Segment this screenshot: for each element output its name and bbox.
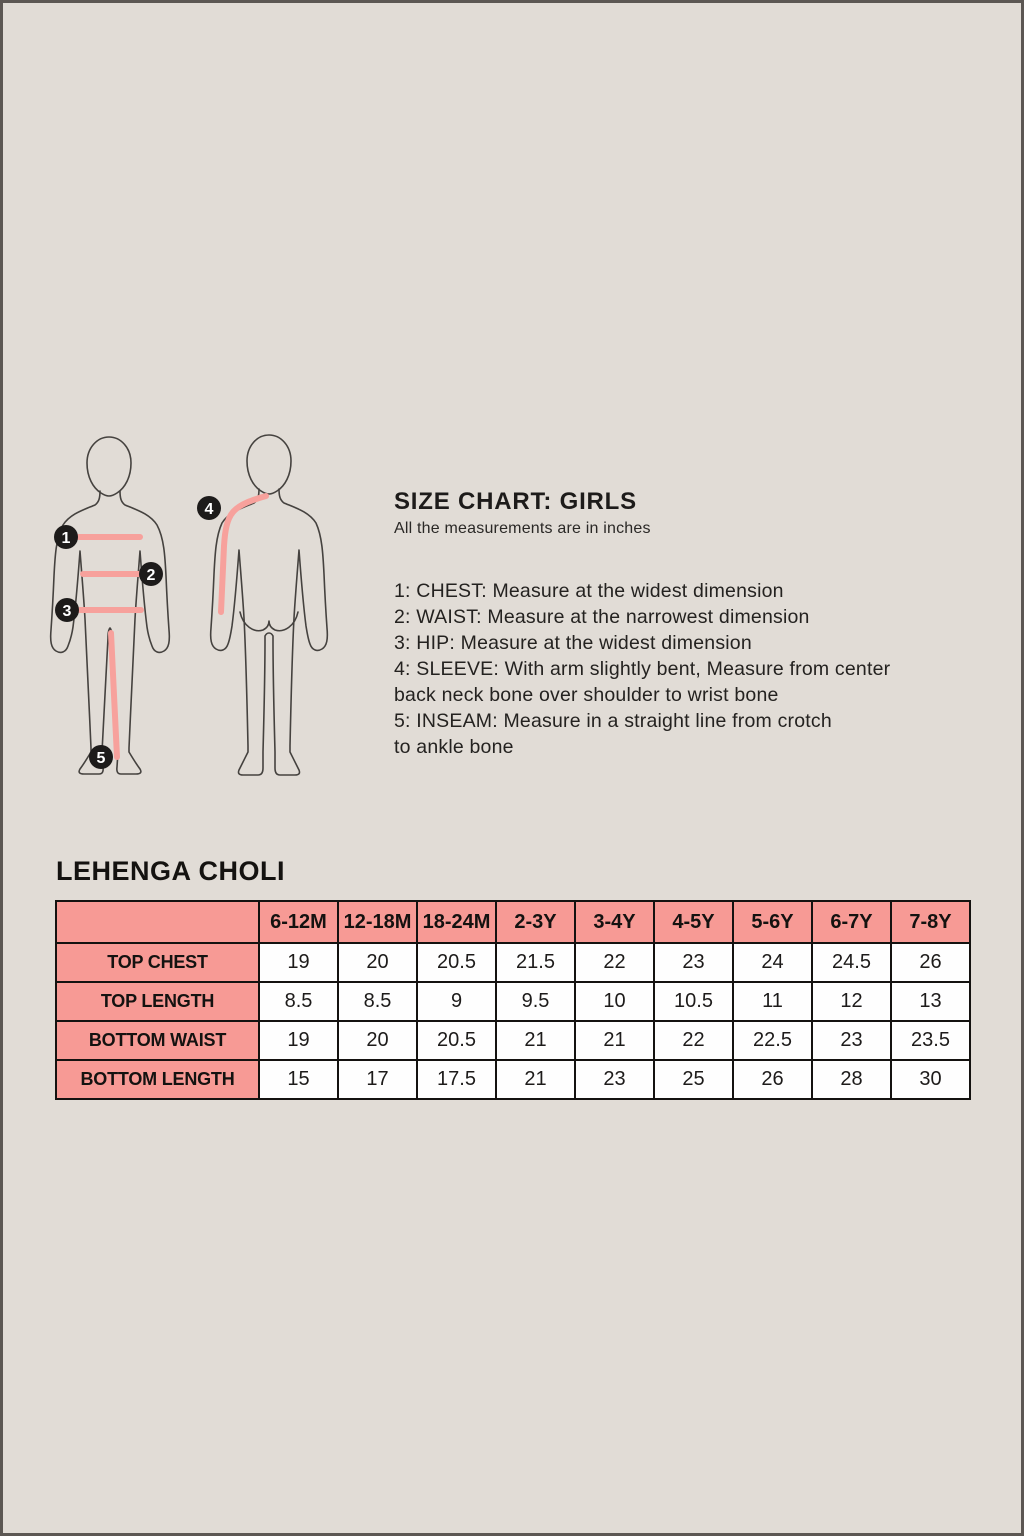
table-cell: 19 <box>259 943 338 982</box>
row-label: BOTTOM WAIST <box>56 1021 259 1060</box>
table-cell: 28 <box>812 1060 891 1099</box>
back-figure-outline <box>211 435 328 775</box>
page-subtitle: All the measurements are in inches <box>394 520 651 538</box>
table-cell: 9.5 <box>496 982 575 1021</box>
table-cell: 13 <box>891 982 970 1021</box>
table-row-top-length <box>56 982 970 1021</box>
back-figure-head <box>247 435 291 494</box>
instruction-line: back neck bone over shoulder to wrist bone <box>394 684 779 707</box>
table-cell: 25 <box>654 1060 733 1099</box>
table-cell: 11 <box>733 982 812 1021</box>
table-cell: 21.5 <box>496 943 575 982</box>
row-label: TOP CHEST <box>56 943 259 982</box>
table-cell: 17.5 <box>417 1060 496 1099</box>
marker-number: 2 <box>146 567 156 584</box>
page-title: SIZE CHART: GIRLS <box>394 488 637 515</box>
size-table <box>55 900 971 1100</box>
marker-number: 5 <box>96 750 106 767</box>
table-cell: 24.5 <box>812 943 891 982</box>
table-cell: 20.5 <box>417 943 496 982</box>
table-cell: 12 <box>812 982 891 1021</box>
measurement-figures-illustration <box>40 415 340 790</box>
instruction-line: 2: WAIST: Measure at the narrowest dimension <box>394 606 810 629</box>
marker-hip <box>55 598 79 622</box>
marker-sleeve <box>197 496 221 520</box>
table-cell: 19 <box>259 1021 338 1060</box>
table-title: LEHENGA CHOLI <box>56 856 285 886</box>
instruction-line: 4: SLEEVE: With arm slightly bent, Measure from center <box>394 658 891 681</box>
measurement-lines <box>79 496 266 757</box>
marker-number: 1 <box>61 530 71 547</box>
table-cell: 21 <box>496 1060 575 1099</box>
table-cell: 22.5 <box>733 1021 812 1060</box>
measurement-instructions <box>394 578 1009 760</box>
instruction-line: to ankle bone <box>394 736 514 759</box>
size-guide-info <box>394 489 1009 760</box>
back-figure-buttocks-line <box>240 612 298 631</box>
table-cell: 24 <box>733 943 812 982</box>
table-row-bottom-waist <box>56 1021 970 1060</box>
marker-chest <box>54 525 78 549</box>
table-cell: 23.5 <box>891 1021 970 1060</box>
front-figure-head <box>87 437 131 496</box>
col-header: 18-24M <box>417 901 496 943</box>
table-cell: 30 <box>891 1060 970 1099</box>
col-header: 5-6Y <box>733 901 812 943</box>
marker-waist <box>139 562 163 586</box>
table-cell: 22 <box>654 1021 733 1060</box>
col-header: 2-3Y <box>496 901 575 943</box>
marker-number: 4 <box>204 501 214 518</box>
instruction-line: 3: HIP: Measure at the widest dimension <box>394 632 752 655</box>
marker-number: 3 <box>62 603 72 620</box>
col-header: 12-18M <box>338 901 417 943</box>
col-header: 6-12M <box>259 901 338 943</box>
row-label: TOP LENGTH <box>56 982 259 1021</box>
table-cell: 23 <box>654 943 733 982</box>
table-cell: 9 <box>417 982 496 1021</box>
table-row-top-chest <box>56 943 970 982</box>
corner-cell <box>56 901 259 943</box>
table-cell: 23 <box>575 1060 654 1099</box>
table-cell: 21 <box>575 1021 654 1060</box>
table-cell: 10 <box>575 982 654 1021</box>
col-header: 4-5Y <box>654 901 733 943</box>
col-header: 6-7Y <box>812 901 891 943</box>
table-cell: 20 <box>338 943 417 982</box>
table-cell: 20.5 <box>417 1021 496 1060</box>
table-cell: 10.5 <box>654 982 733 1021</box>
table-cell: 21 <box>496 1021 575 1060</box>
col-header: 3-4Y <box>575 901 654 943</box>
sleeve-measure-line <box>221 496 266 612</box>
instruction-line: 5: INSEAM: Measure in a straight line from crotch <box>394 710 832 733</box>
table-cell: 26 <box>891 943 970 982</box>
inseam-measure-line <box>111 633 117 757</box>
table-cell: 17 <box>338 1060 417 1099</box>
table-cell: 23 <box>812 1021 891 1060</box>
table-cell: 15 <box>259 1060 338 1099</box>
col-header: 7-8Y <box>891 901 970 943</box>
instruction-line: 1: CHEST: Measure at the widest dimension <box>394 580 784 603</box>
table-cell: 22 <box>575 943 654 982</box>
size-table-section <box>55 856 970 1100</box>
row-label: BOTTOM LENGTH <box>56 1060 259 1099</box>
table-header-row <box>56 901 970 943</box>
marker-inseam <box>89 745 113 769</box>
table-cell: 8.5 <box>259 982 338 1021</box>
table-row-bottom-length <box>56 1060 970 1099</box>
table-cell: 26 <box>733 1060 812 1099</box>
table-cell: 8.5 <box>338 982 417 1021</box>
table-cell: 20 <box>338 1021 417 1060</box>
